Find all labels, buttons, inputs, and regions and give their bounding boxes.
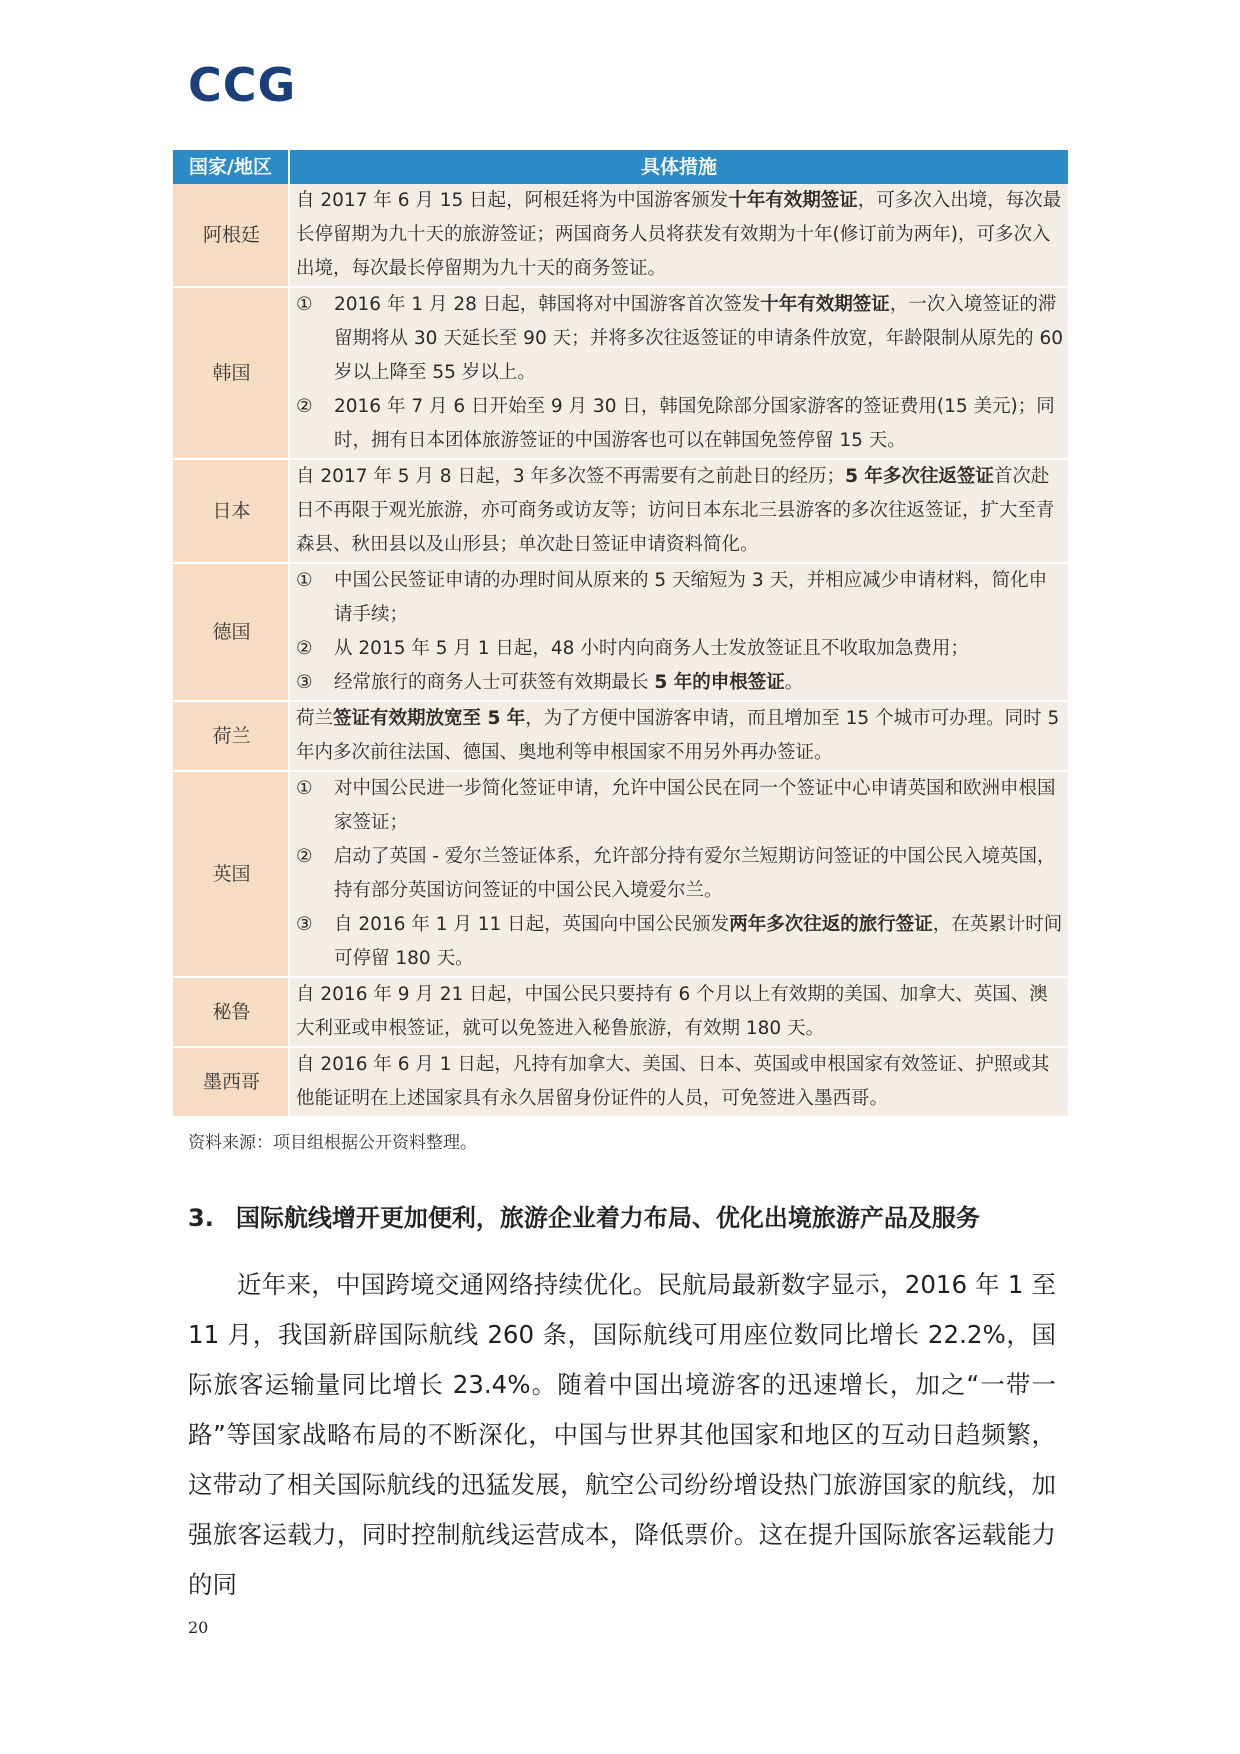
table-header-row <box>173 150 1068 184</box>
measure-cell <box>289 1047 1068 1117</box>
measure-text: 启动了英国 - 爱尔兰签证体系，允许部分持有爱尔兰短期访问签证的中国公民入境英国，持有部分英国访问签证的中国公民入境爱尔兰。 <box>334 846 1056 901</box>
source-note: 资料来源：项目组根据公开资料整理。 <box>188 1133 477 1153</box>
item-number: ③ <box>296 914 313 935</box>
measure-cell <box>289 771 1068 977</box>
emphasis-text: 十年有效期签证 <box>760 294 890 315</box>
table-row <box>173 184 1068 287</box>
table-row <box>173 459 1068 563</box>
section-title-text: 国际航线增开更加便利，旅游企业着力布局、优化出境旅游产品及服务 <box>235 1204 980 1232</box>
measure-cell <box>289 459 1068 563</box>
country-cell: 秘鲁 <box>173 977 289 1047</box>
measure-item <box>296 632 1064 666</box>
measure-item <box>296 772 1064 840</box>
emphasis-text: 5 年多次往返签证 <box>845 466 994 487</box>
measure-text: 自 2016 年 9 月 21 日起，中国公民只要持有 6 个月以上有效期的美国、加拿大、英国、澳大利亚或申根签证，就可以免签进入秘鲁旅游，有效期 180 天。 <box>296 984 1048 1039</box>
measure-text: 经常旅行的商务人士可获签有效期最长 <box>334 672 655 693</box>
country-cell: 墨西哥 <box>173 1047 289 1117</box>
page-number: 20 <box>188 1618 209 1637</box>
measure-item <box>296 666 1064 700</box>
measure-cell <box>289 184 1068 287</box>
table-row <box>173 771 1068 977</box>
measure-text: ，为了方便中国游客申请，而且增加至 15 个城市可办理。同时 5 年内多次前往法国、德国、奥地利等申根国家不用另外再办签证。 <box>296 708 1060 763</box>
measure-item <box>296 840 1064 908</box>
table-row <box>173 701 1068 771</box>
header-measures: 具体措施 <box>289 150 1068 184</box>
item-text <box>334 908 1064 976</box>
item-text <box>334 564 1064 632</box>
measure-text: 自 2017 年 6 月 15 日起，阿根廷将为中国游客颁发 <box>296 190 729 211</box>
item-number: ② <box>296 638 313 659</box>
ccg-logo: CCG <box>188 58 297 112</box>
country-cell: 德国 <box>173 563 289 701</box>
table-row <box>173 563 1068 701</box>
item-number: ③ <box>296 672 313 693</box>
item-text <box>334 772 1064 840</box>
item-number: ② <box>296 846 313 867</box>
measure-item <box>296 564 1064 632</box>
table-body <box>173 184 1068 1117</box>
section-number: 3. <box>188 1204 214 1232</box>
country-cell: 阿根廷 <box>173 184 289 287</box>
measure-text: 从 2015 年 5 月 1 日起，48 小时内向商务人士发放签证且不收取加急费用； <box>334 638 969 659</box>
measure-text: 2016 年 7 月 6 日开始至 9 月 30 日，韩国免除部分国家游客的签证费用(15 美元)；同时，拥有日本团体旅游签证的中国游客也可以在韩国免签停留 15 天。 <box>334 396 1055 451</box>
body-paragraph: 近年来，中国跨境交通网络持续优化。民航局最新数字显示，2016 年 1 至 11 月，我国新辟国际航线 260 条，国际航线可用座位数同比增长 22.2%，国际旅客运输量同比增长 23.4%。随着中国出境游客的迅速增长，加之“一带一路”等国家战略布局的不断深化，中国与世界其他国家和地区的互动日趋频繁，这带动了相关国际航线的迅猛发展，航空公司纷纷增设热门旅游国家的航线，加强旅客运载力，同时控制航线运营成本，降低票价。这在提升国际旅客运载能力的同 <box>188 1270 1056 1599</box>
item-text <box>334 390 1064 458</box>
table-row <box>173 287 1068 459</box>
visa-measures-table <box>173 150 1068 1118</box>
country-cell: 荷兰 <box>173 701 289 771</box>
measure-cell <box>289 977 1068 1047</box>
measure-text: 荷兰 <box>296 708 334 729</box>
measure-text: ，在英累计时间可停留 180 天。 <box>334 914 1063 969</box>
emphasis-text: 两年多次往返的旅行签证 <box>729 914 933 935</box>
measure-text: 首次赴日不再限于观光旅游，亦可商务或访友等；访问日本东北三县游客的多次往返签证，扩大至青森县、秋田县以及山形县；单次赴日签证申请资料简化。 <box>296 466 1055 555</box>
measure-text: 自 2017 年 5 月 8 日起，3 年多次签不再需要有之前赴日的经历； <box>296 466 846 487</box>
item-number: ② <box>296 396 313 417</box>
measure-text: 2016 年 1 月 28 日起，韩国将对中国游客首次签发 <box>334 294 761 315</box>
measure-item <box>296 908 1064 976</box>
table-row <box>173 1047 1068 1117</box>
measure-text: 对中国公民进一步简化签证申请，允许中国公民在同一个签证中心申请英国和欧洲申根国家签证； <box>334 778 1056 833</box>
item-text <box>334 840 1064 908</box>
country-cell: 英国 <box>173 771 289 977</box>
emphasis-text: 5 年的申根签证 <box>654 672 785 693</box>
table-row <box>173 977 1068 1047</box>
header-country: 国家/地区 <box>173 150 289 184</box>
emphasis-text: 十年有效期签证 <box>728 190 858 211</box>
country-cell: 韩国 <box>173 287 289 459</box>
measure-text: ，可多次入出境，每次最长停留期为九十天的旅游签证；两国商务人员将获发有效期为十年(修订前为两年)，可多次入出境，每次最长停留期为九十天的商务签证。 <box>296 190 1062 279</box>
item-text <box>334 666 1064 700</box>
measure-text: 自 2016 年 1 月 11 日起，英国向中国公民颁发 <box>334 914 730 935</box>
measure-cell <box>289 563 1068 701</box>
item-number: ① <box>296 570 313 591</box>
measure-text: 。 <box>784 672 804 693</box>
measure-text: 自 2016 年 6 月 1 日起，凡持有加拿大、美国、日本、英国或申根国家有效签证、护照或其他能证明在上述国家具有永久居留身份证件的人员，可免签进入墨西哥。 <box>296 1054 1050 1109</box>
measure-text: 中国公民签证申请的办理时间从原来的 5 天缩短为 3 天，并相应减少申请材料，简化申请手续； <box>334 570 1048 625</box>
item-number: ① <box>296 294 313 315</box>
measure-item <box>296 288 1064 390</box>
item-text <box>334 288 1064 390</box>
measure-cell <box>289 701 1068 771</box>
measure-item <box>296 390 1064 458</box>
item-text <box>334 632 1064 666</box>
item-number: ① <box>296 778 313 799</box>
measure-text: ，一次入境签证的滞留期将从 30 天延长至 90 天；并将多次往返签证的申请条件放宽，年龄限制从原先的 60 岁以上降至 55 岁以上。 <box>334 294 1064 383</box>
measure-cell <box>289 287 1068 459</box>
country-cell: 日本 <box>173 459 289 563</box>
emphasis-text: 签证有效期放宽至 5 年 <box>333 708 526 729</box>
section-heading <box>188 1198 980 1233</box>
